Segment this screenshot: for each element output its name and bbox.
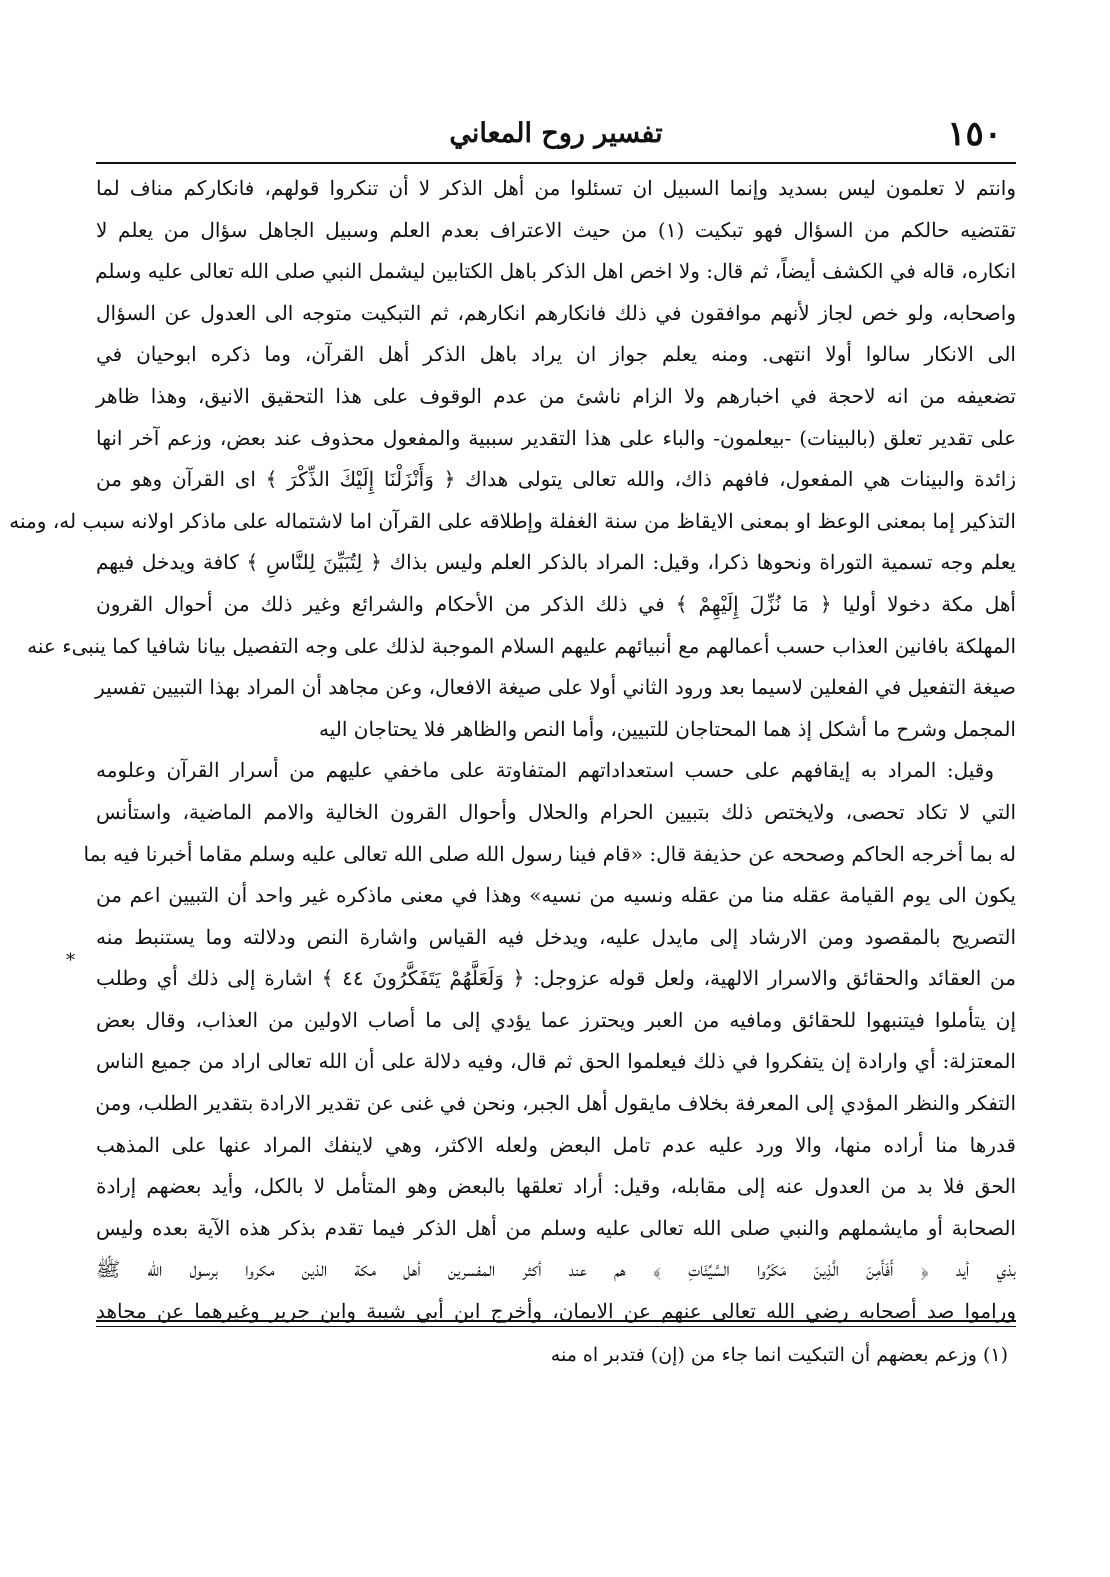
text-line: المهلكة بافانين العذاب حسب أعمالهم مع أنبيائهم عليهم السلام الموجبة لذلك على وجه التفصيل بيانا شافيا كما ينبىء عنه: [27, 633, 1016, 658]
text-line: وراموا صد أصحابه رضي الله تعالى عنهم عن الايمان، وأخرج ابن أبي شيبة وابن جرير وغيرهما عن مجاهد: [96, 1299, 1016, 1324]
text-line: إن يتأملوا فيتنبهوا للحقائق ومافيه من العبر ويحترز عما يؤدي إلى ما أصاب الاولين من العذاب، وقال بعض: [96, 1007, 1016, 1032]
text-line: صيغة التفعيل في الفعلين لاسيما بعد ورود الثاني أولا على صيغة الافعال، وعن مجاهد أن المراد بهذا التبيين تفسير: [95, 675, 1016, 700]
running-title: تفسير روح المعاني: [449, 118, 663, 149]
text-line: وانتم لا تعلمون ليس بسديد وإنما السبيل ان تسئلوا من أهل الذكر لا أن تنكروا قولهم، فانكاركم مناف لما: [96, 176, 1016, 200]
page-header: [96, 112, 1016, 156]
main-text: [9, 168, 1017, 1324]
text-line: تقتضيه حالكم من السؤال فهو تبكيت (١) من حيث الاعتراف بعدم العلم وسبيل الجاهل سؤال من يعلم لا: [96, 217, 1016, 242]
text-line: الى الانكار سالوا أولا انتهى. ومنه يعلم جواز ان يراد باهل الذكر أهل القرآن، وما ذكره ابوحيان في: [96, 342, 1016, 367]
text-line: الصحابة أو مايشملهم والنبي صلى الله تعالى عليه وسلم من أهل الذكر فيما تقدم بذكر هذه الآية بعده وليس: [96, 1215, 1016, 1240]
text-line: التذكير إما بمعنى الوعظ او بمعنى الايقاظ من سنة الغفلة وإطلاقه على القرآن اما لاشتماله على ماذكر اولانه سبب له، ومنه: [9, 508, 1016, 533]
text-line: التي لا تكاد تحصى، ولايختص ذلك بتبيين الحرام والحلال وأحوال القرون الخالية والامم الماضية، واستأنس: [96, 799, 1016, 824]
text-line: من العقائد والحقائق والاسرار الالهية، ولعل قوله عزوجل: ﴿ وَلَعَلَّهُمْ يَتَفَكَّرُونَ ٤٤ ﴾ اشارة إلى ذلك أي وطلب: [96, 966, 1016, 991]
text-line: يعلم وجه تسمية التوراة ونحوها ذكرا، وقيل: المراد بالذكر العلم وليس بذاك ﴿ لِتُبَيِّنَ لِلنَّاسِ ﴾ كافة ويدخل فيهم: [96, 550, 1017, 575]
text-line: وقيل: المراد به إيقافهم على حسب استعداداتهم المتفاوتة على ماخفي عليهم من أسرار القرآن وعلومه: [96, 758, 994, 783]
text-line: له بما أخرجه الحاكم وصححه عن حذيفة قال: «قام فينا رسول الله صلى الله تعالى عليه وسلم مقاما أخبرنا فيه بما: [83, 841, 1016, 866]
margin-mark: *: [66, 950, 75, 971]
header-rule: [96, 162, 1016, 164]
text-line: انكاره، قاله في الكشف أيضاً، ثم قال: ولا اخص اهل الذكر باهل الكتابين ليشمل النبي صلى الله تعالى عليه وسلم: [95, 259, 1016, 284]
text-line: التفكر والنظر المؤدي إلى المعرفة بخلاف مايقول أهل الجبر، ونحن في غنى عن تقدير الارادة بتقدير الطلب، ومن: [95, 1091, 1016, 1116]
text-line: التصريح بالمقصود ومن الارشاد إلى مايدل عليه، ويدخل فيه القياس واشارة النص ودلالته وما يستنبط منه: [96, 924, 1016, 949]
page-number: ١٥٠: [947, 114, 1002, 154]
text-line: الحق فلا بد من العدول عنه إلى مقابله، وقيل: أراد تعلقها بالبعض وهو المتأمل لا بالكل، وأيد بعضهم إرادة: [96, 1174, 1017, 1199]
text-line: أهل مكة دخولا أوليا ﴿ مَا نُزِّلَ إِلَيْهِمْ ﴾ في ذلك الذكر من الأحكام والشرائع وغير ذلك من أحوال القرون: [96, 591, 1016, 616]
text-line: واصحابه، ولو خص لجاز لأنهم موافقون في ذلك فانكارهم انكارهم، ثم التبكيت متوجه الى العدول عن السؤال: [96, 300, 1016, 325]
text-line: زائدة والبينات هي المفعول، فافهم ذاك، والله تعالى يتولى هداك ﴿ وَأَنْزَلْنَا إِلَيْكَ الذِّكْرَ ﴾ اى القرآن وهو من: [96, 467, 1016, 492]
page: [9, 112, 1017, 1512]
text-line: على تقدير تعلق (بالبينات) -بيعلمون- والباء على هذا التقدير سببية والمفعول محذوف عند بعض، وزعم آخر انها: [96, 425, 1016, 450]
footnote-rule-thin: [96, 1326, 1016, 1327]
footnote-rule: [96, 1320, 1016, 1322]
text-line: تضعيفه من انه لاحجة في اخبارهم ولا الزام ناشئ من عدم الوقوف على هذا التحقيق الانيق، وهذا ظاهر: [96, 383, 1016, 408]
text-line: بذي أيد ﴿ أَفَأَمِنَ الَّذِينَ مَكَرُوا السَّيِّئَاتِ ﴾ هم عند أكثر المفسرين أهل مكة الذين مكروا برسول الله ﷺ: [96, 1257, 1017, 1282]
footnote: (١) وزعم بعضهم أن التبكيت انما جاء من (إن) فتدبر اه منه: [550, 1344, 1008, 1366]
text-line: المعتزلة: أي وارادة إن يتفكروا في ذلك فيعلموا الحق ثم قال، وفيه دلالة على أن الله تعالى اراد من جميع الناس: [96, 1049, 1016, 1074]
text-line: يكون الى يوم القيامة عقله منا من عقله ونسيه من نسيه» وهذا في معنى ماذكره غير واحد أن التبيين اعم من: [96, 883, 1016, 908]
text-line: المجمل وشرح ما أشكل إذ هما المحتاجان للتبيين، وأما النص والظاهر فلا يحتاجان اليه: [318, 716, 1016, 741]
text-line: قدرها منا أراده منها، والا ورد عليه عدم تامل البعض ولعله الاكثر، وهي لاينفك المراد عنها على المذهب: [96, 1132, 1016, 1157]
